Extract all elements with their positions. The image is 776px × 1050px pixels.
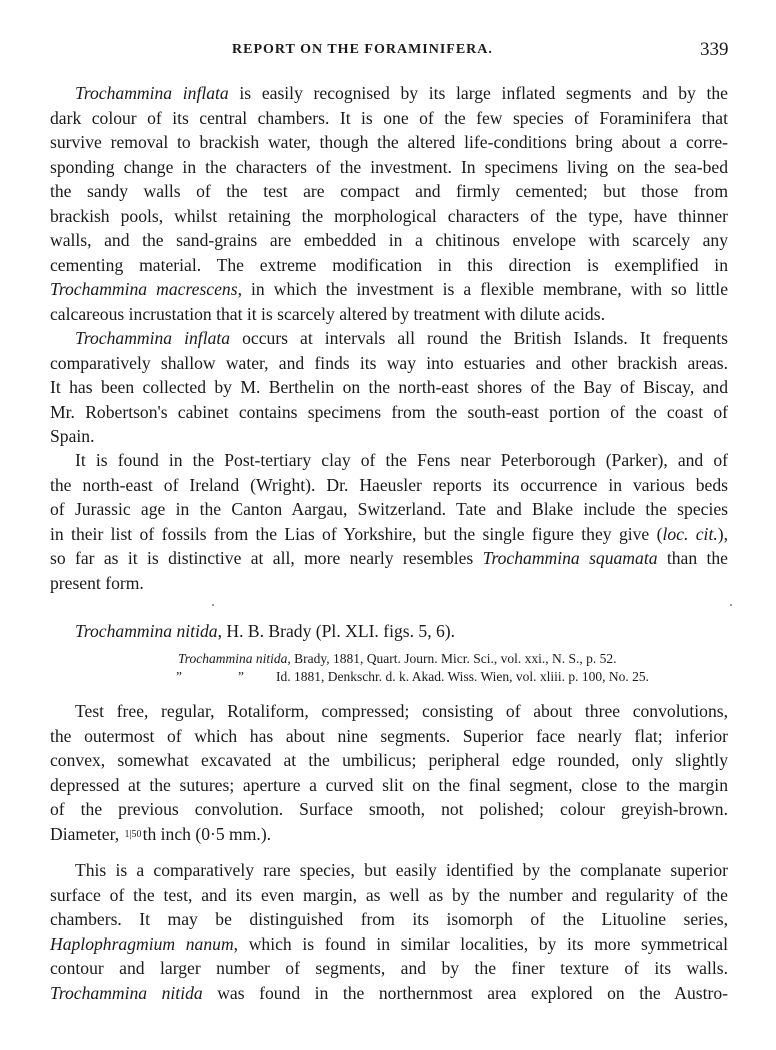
- text: Test free, regular, Rotaliform, compressed; consisting of about three convolutions,: [75, 701, 728, 721]
- paragraph-line: [50, 822, 728, 846]
- paragraph-line: [50, 204, 728, 228]
- paragraph-line: [50, 797, 728, 821]
- paragraph-line: [75, 81, 728, 105]
- text: the sandy walls of the test are compact and firmly cemented; but those from: [50, 181, 728, 201]
- paragraph-line: [50, 228, 728, 252]
- text: walls, and the sand-grains are embedded in a chitinous envelope with scarcely any: [50, 230, 728, 250]
- text: convex, somewhat excavated at the umbilicus; peripheral edge rounded, only slightly: [50, 750, 728, 770]
- paragraph-line: [50, 932, 728, 956]
- text: cementing material. The extreme modification in this direction is exemplified in: [50, 254, 728, 275]
- text: depressed at the sutures; aperture a curved slit on the final segment, close to the margin: [50, 774, 728, 795]
- synonym-ditto-1: ”: [176, 669, 182, 684]
- paragraph-line: [50, 277, 728, 301]
- text: in their list of fossils from the Lias of Yorkshire, but the single figure they give (: [50, 523, 663, 544]
- text: Diameter,: [50, 823, 124, 844]
- header-title: REPORT ON THE FORAMINIFERA.: [232, 42, 493, 57]
- paragraph-line: [50, 106, 728, 130]
- italic-text: Trochammina macrescens: [50, 279, 238, 299]
- text: the outermost of which has about nine segments. Superior face nearly flat; inferior: [50, 725, 728, 746]
- fraction: 1|50: [124, 829, 142, 841]
- paragraph-line: [50, 773, 728, 797]
- paragraph-line: [50, 981, 728, 1005]
- synonym-ditto-2: ”: [238, 669, 244, 684]
- speck: [212, 604, 214, 606]
- paragraph-line: [50, 497, 728, 521]
- paragraph-line: [50, 883, 728, 907]
- italic-text: Trochammina inflata: [75, 328, 231, 348]
- running-header: [0, 39, 776, 66]
- synonym-ref: , Brady, 1881, Quart. Journ. Micr. Sci., vol. xxi., N. S., p. 52.: [287, 651, 617, 666]
- text: calcareous incrustation that it is scarcely altered by treatment with dilute acids.: [50, 303, 605, 324]
- text: ),: [717, 523, 728, 544]
- text: so far as it is distinctive at all, more nearly resembles: [50, 548, 483, 568]
- text: contour and larger number of segments, and by the finer texture of its walls.: [50, 958, 728, 978]
- species-name: Trochammina nitida: [75, 621, 218, 641]
- italic-text: Trochammina nitida: [50, 982, 203, 1003]
- paragraph-line: [50, 400, 728, 424]
- text: than the: [657, 548, 728, 568]
- italic-text: Trochammina inflata: [75, 83, 229, 103]
- text: is easily recognised by its large inflated segments and by the: [228, 83, 728, 103]
- paragraph-line: [50, 351, 728, 375]
- paragraph-line: [50, 424, 728, 448]
- paragraph-line: [50, 522, 728, 546]
- paragraph-line: [50, 724, 728, 748]
- italic-text: Haplophragmium nanum: [50, 933, 234, 954]
- species-authority: , H. B. Brady (Pl. XLI. figs. 5, 6).: [217, 621, 456, 641]
- paragraph-line: [50, 155, 728, 179]
- paragraph-line: [50, 302, 728, 326]
- paragraph-line: [50, 473, 728, 497]
- text: brackish pools, whilst retaining the morphological characters of the type, have thinner: [50, 205, 728, 226]
- species-heading: [75, 619, 728, 643]
- paragraph-line: [50, 253, 728, 277]
- text: This is a comparatively rare species, but easily identified by the complanate superior: [75, 860, 728, 880]
- paragraph-line: [50, 546, 728, 570]
- text: It has been collected by M. Berthelin on the north-east shores of the Bay of Biscay, and: [50, 377, 728, 397]
- paragraph-line: [50, 375, 728, 399]
- text: of the previous convolution. Surface smooth, not polished; colour greyish-brown.: [50, 799, 728, 819]
- text: sponding change in the characters of the investment. In specimens living on the sea-bed: [50, 156, 728, 177]
- text: present form.: [50, 572, 144, 593]
- text: occurs at intervals all round the British Islands. It frequents: [230, 328, 728, 348]
- text: comparatively shallow water, and finds its way into estuaries and other brackish areas.: [50, 352, 728, 373]
- italic-text: loc. cit.: [662, 523, 718, 544]
- text: was found in the northernmost area explored on the Austro-: [202, 982, 728, 1003]
- paragraph-line: [75, 448, 728, 472]
- text: Spain.: [50, 426, 95, 446]
- paragraph-line: [75, 326, 728, 350]
- synonym-ref: Id. 1881, Denkschr. d. k. Akad. Wiss. Wien, vol. xliii. p. 100, No. 25.: [276, 669, 650, 684]
- text: , in which the investment is a flexible membrane, with so little: [237, 279, 728, 299]
- text: surface of the test, and its even margin, as well as by the number and regularity of the: [50, 884, 728, 905]
- text: survive removal to brackish water, though the altered life-conditions bring about a corre-: [50, 132, 728, 152]
- paragraph-line: [50, 748, 728, 772]
- text: dark colour of its central chambers. It is one of the few species of Foraminifera that: [50, 107, 728, 128]
- paragraph-line: [75, 858, 728, 882]
- paragraph-line: [50, 130, 728, 154]
- page-number: 339: [700, 39, 729, 60]
- synonym-line: [178, 650, 617, 668]
- text: of Jurassic age in the Canton Aargau, Switzerland. Tate and Blake include the species: [50, 499, 728, 519]
- paragraph-line: [50, 571, 728, 595]
- text: th inch (0·5 mm.).: [142, 823, 272, 844]
- text: chambers. It may be distinguished from its isomorph of the Lituoline series,: [50, 909, 728, 929]
- speck: [730, 604, 732, 606]
- paragraph-line: [50, 907, 728, 931]
- paragraph-line: [75, 699, 728, 723]
- paragraph-line: [50, 179, 728, 203]
- text: the north-east of Ireland (Wright). Dr. Haeusler reports its occurrence in various beds: [50, 474, 728, 495]
- text: Mr. Robertson's cabinet contains specimens from the south-east portion of the coast of: [50, 401, 728, 422]
- synonym-name: Trochammina nitida: [178, 651, 288, 666]
- paragraph-line: [50, 956, 728, 980]
- text: , which is found in similar localities, by its more symmetrical: [233, 933, 728, 954]
- italic-text: Trochammina squamata: [482, 548, 658, 568]
- text: It is found in the Post-tertiary clay of the Fens near Peterborough (Parker), and of: [75, 450, 728, 470]
